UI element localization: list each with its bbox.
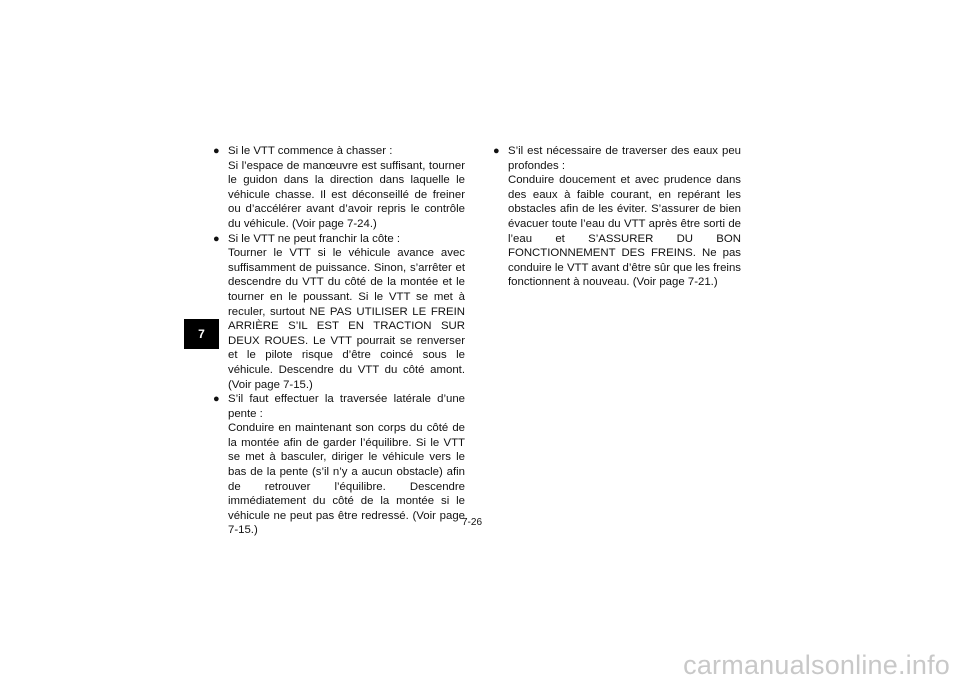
- list-item-title: Si le VTT commence à chasser :: [228, 145, 393, 157]
- bullet-icon: ●: [213, 393, 220, 406]
- bullet-icon: ●: [213, 145, 220, 157]
- bullet-icon: ●: [213, 232, 220, 245]
- left-column: [213, 144, 465, 538]
- right-column: [493, 144, 741, 290]
- list-item: [213, 232, 465, 393]
- watermark: carmanualsonline.info: [683, 650, 950, 680]
- list-item-body: Conduire en maintenant son corps du côté de la montée afin de garder l’équilibre. Si le VTT se met à basculer, diriger le véhicule vers le bas de la pente (s’il n’y a aucun obstacle) afin de retrouver l’équilibre. Descendre immédiatement du côté de la montée si le véhicule ne peut pas être redressé. (Voir page 7-15.): [228, 422, 465, 537]
- list-item: [493, 144, 741, 290]
- list-item-body: Tourner le VTT si le véhicule avance avec suffisamment de puissance. Sinon, s’arrêter et descendre du VTT du côté de la montée et le tourner en le poussant. Si le VTT se met à reculer, surtout NE PAS UTILISER LE FREIN ARRIÈRE S’IL EST EN TRACTION SUR DEUX ROUES. Le VTT pourrait se renverser et le pilote risque d’être coincé sous le véhicule. Descendre du VTT du côté amont. (Voir page 7-15.): [228, 247, 465, 391]
- list-item-title: S’il est nécessaire de traverser des eaux peu profondes :: [508, 145, 741, 172]
- list-item: [213, 144, 465, 232]
- list-item-body: Si l’espace de manœuvre est suffisant, tourner le guidon dans la direction dans laquelle le véhicule chasse. Il est déconseillé de freiner ou d’accélérer avant d’avoir repris le contrôle du véhicule. (Voir page 7-24.): [228, 159, 465, 230]
- page-number: 7-26: [462, 517, 483, 528]
- list-item-body: Conduire doucement et avec prudence dans des eaux à faible courant, en repérant les obstacles afin de les éviter. S’assurer de bien évacuer toute l’eau du VTT après être sorti de l’eau et S’ASSURER DU BON FONCTIONNEMENT DES FREINS. Ne pas conduire le VTT avant d’être sûr que les freins fonctionnent à nouveau. (Voir page 7-21.): [508, 174, 741, 289]
- chapter-tab-label: 7: [198, 327, 205, 341]
- list-item-title: Si le VTT ne peut franchir la côte :: [228, 232, 400, 245]
- bullet-icon: ●: [493, 145, 500, 157]
- list-item: [213, 392, 465, 538]
- list-item-title: S’il faut effectuer la traversée latérale d’une pente :: [228, 393, 465, 420]
